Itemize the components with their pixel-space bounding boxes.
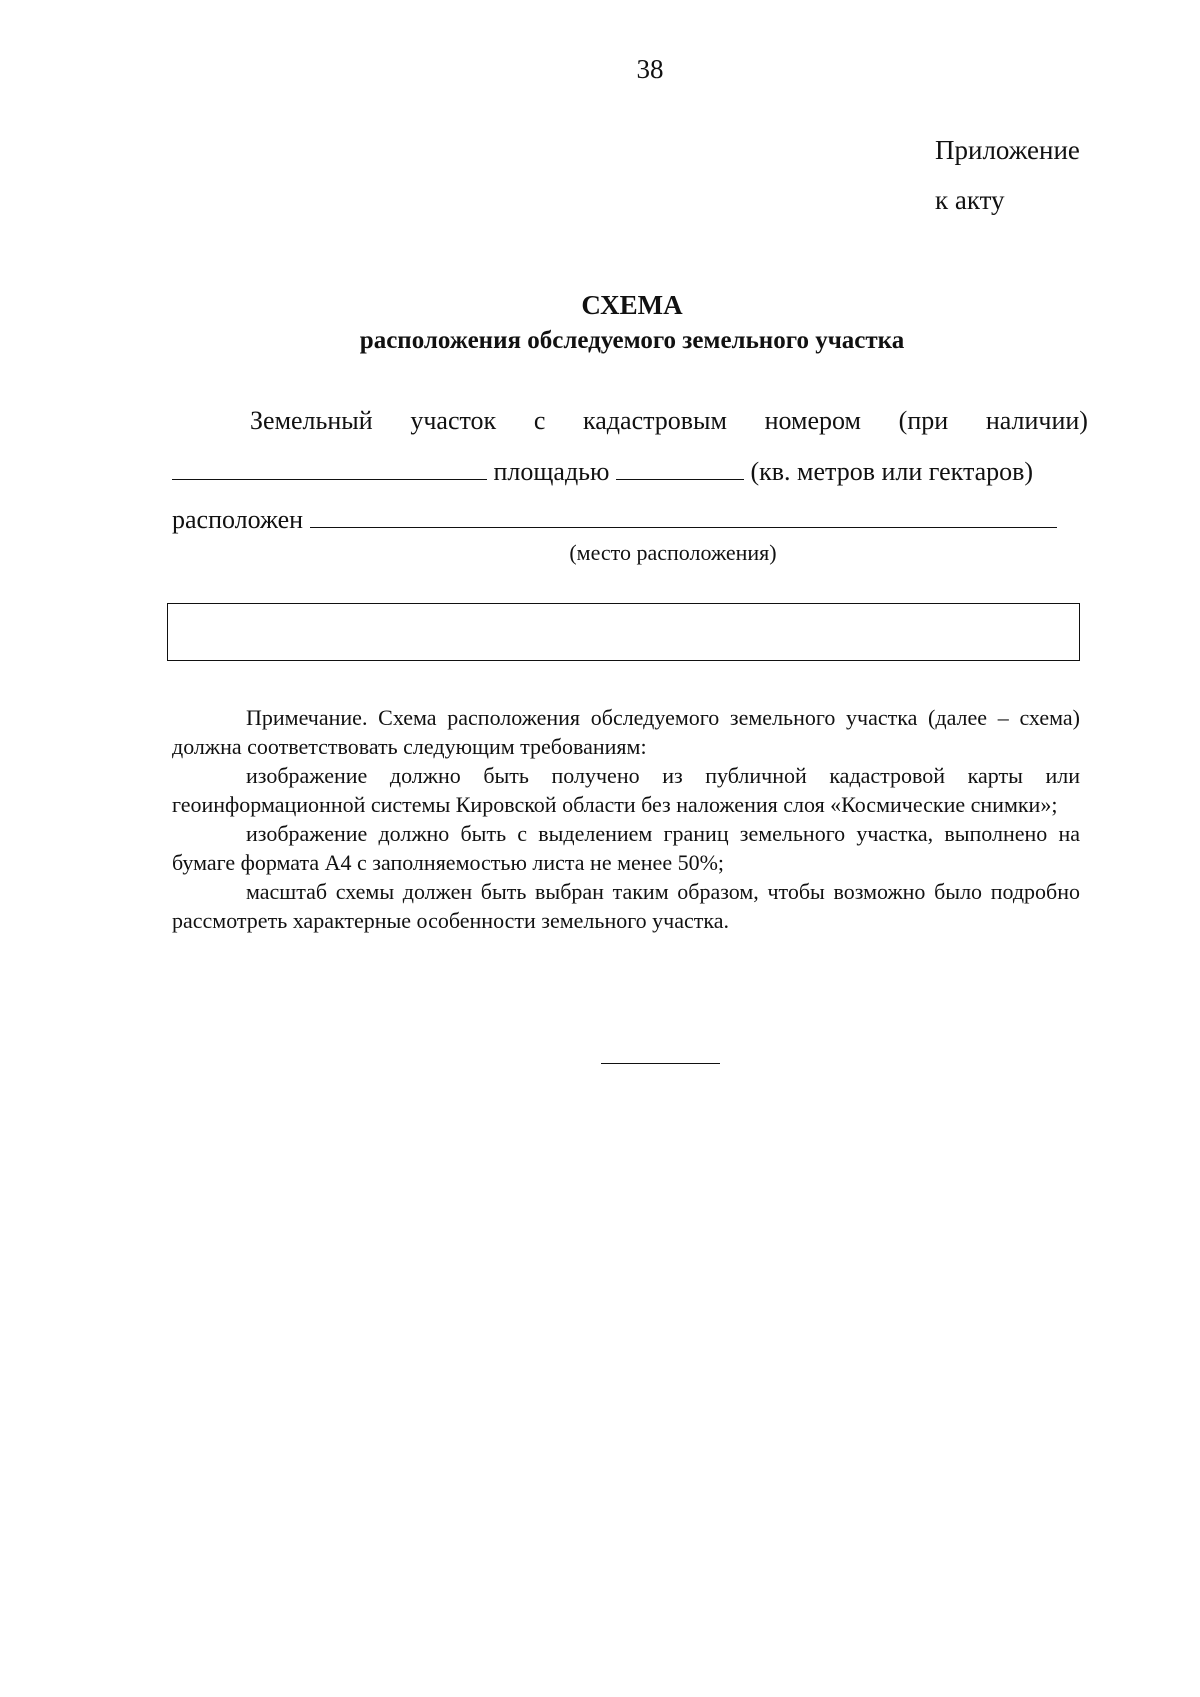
form-word: Земельный xyxy=(250,406,373,435)
note-paragraph: изображение должно быть получено из публичной кадастровой карты или геоинформационной системы Кировской области без наложения слоя «Космические снимки»; xyxy=(172,763,1080,817)
form-word: (при xyxy=(898,406,949,435)
form-word: наличии) xyxy=(985,406,1088,435)
form-word: номером xyxy=(764,406,862,435)
area-line xyxy=(172,457,1033,487)
area-label: площадью xyxy=(493,457,610,486)
cadastral-number-line xyxy=(250,406,1088,436)
form-word: участок xyxy=(410,406,497,435)
end-divider xyxy=(601,1063,720,1064)
location-line xyxy=(172,505,1057,535)
page-number: 38 xyxy=(636,54,664,84)
note-paragraph: масштаб схемы должен быть выбран таким образом, чтобы возможно было подробно рассмотреть характерные особенности земельного участка. xyxy=(172,879,1080,933)
document-title: СХЕМА xyxy=(581,290,683,320)
appendix-reference: к акту xyxy=(935,185,1005,215)
area-units: (кв. метров или гектаров) xyxy=(750,457,1034,486)
appendix-label: Приложение xyxy=(935,135,1080,165)
location-label: расположен xyxy=(172,505,304,534)
area-value-blank[interactable] xyxy=(616,457,744,480)
note-paragraph: изображение должно быть с выделением границ земельного участка, выполнено на бумаге формата А4 с заполняемостью листа не менее 50%; xyxy=(172,821,1080,875)
form-word: кадастровым xyxy=(583,406,727,435)
scheme-box xyxy=(167,603,1080,661)
cadastral-number-blank[interactable] xyxy=(172,457,487,480)
note-paragraph: Примечание. Схема расположения обследуемого земельного участка (далее – схема) должна соответствовать следующим требованиям: xyxy=(172,705,1080,759)
document-subtitle: расположения обследуемого земельного участка xyxy=(359,327,905,354)
form-word: с xyxy=(533,406,546,435)
location-caption: (место расположения) xyxy=(569,540,777,565)
location-blank[interactable] xyxy=(310,505,1057,528)
note-block xyxy=(172,703,1080,935)
